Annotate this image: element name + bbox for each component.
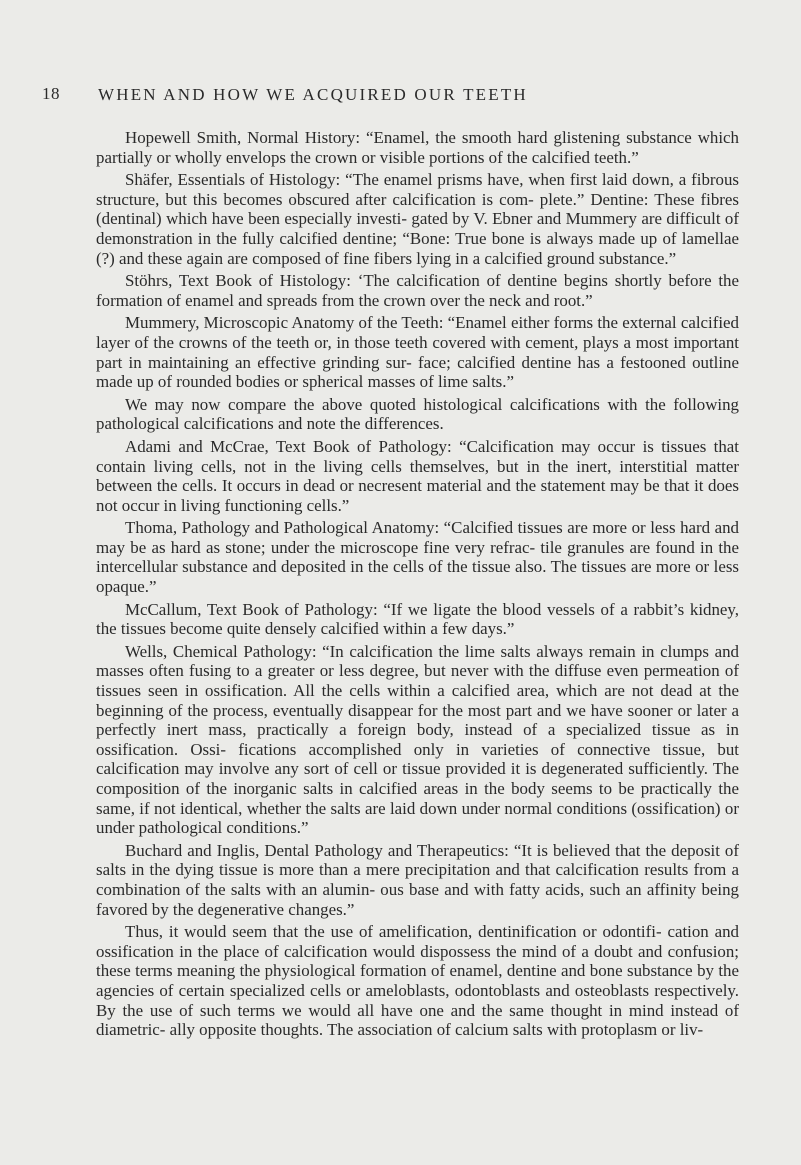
paragraph-adami-mccrae: Adami and McCrae, Text Book of Pathology: “Calcification may occur is tissues that contain living cells, not in the living cells themselves, but in the inert, interstitial matter between the cells. It occurs in dead or necresent material and the statement may be that it does not occur in living functioning cells.” <box>96 436 739 515</box>
paragraph-hopewell-smith: Hopewell Smith, Normal History: “Enamel, the smooth hard glistening substance which partially or wholly envelops the crown or visible portions of the calcified teeth.” <box>96 128 739 167</box>
body-text <box>96 128 739 1043</box>
paragraph-thoma: Thoma, Pathology and Pathological Anatomy: “Calcified tissues are more or less hard and may be as hard as stone; under the microscope fine very refrac- tile granules are found in the intercellular substance and deposited in the cells of the tissue also. The tissues are more or less opaque.” <box>96 518 739 597</box>
page-number: 18 <box>42 84 60 103</box>
paragraph-stohrs: Stöhrs, Text Book of Histology: ‘The calcification of dentine begins shortly before the formation of enamel and spreads from the crown over the neck and root.” <box>96 271 739 310</box>
paragraph-mummery: Mummery, Microscopic Anatomy of the Teeth: “Enamel either forms the external calcified layer of the crowns of the teeth or, in those teeth covered with cement, plays a most important part in maintaining an effective grinding sur- face; calcified dentine has a festooned outline made up of rounded bodies or spherical masses of lime salts.” <box>96 313 739 392</box>
paragraph-comparison: We may now compare the above quoted histological calcifications with the following pathological calcifications and note the differences. <box>96 394 739 434</box>
page-header <box>0 84 801 108</box>
paragraph-mccallum: McCallum, Text Book of Pathology: “If we ligate the blood vessels of a rabbit’s kidney, the tissues become quite densely calcified within a few days.” <box>96 599 739 639</box>
running-head: WHEN AND HOW WE ACQUIRED OUR TEETH <box>98 85 528 104</box>
paragraph-buchard-inglis: Buchard and Inglis, Dental Pathology and Therapeutics: “It is believed that the deposit of salts in the dying tissue is more than a mere precipitation and that calcification results from a combination of the salts with an alumin- ous base and with fatty acids, such an affinity being favored by the degenerative changes.” <box>96 840 739 919</box>
paragraph-shafer: Shäfer, Essentials of Histology: “The enamel prisms have, when first laid down, a fibrous structure, but this becomes obscured after calcification is com- plete.” Dentine: These fibres (dentinal) which have been especially investi- gated by V. Ebner and Mummery are difficult of demonstration in the fully calcified dentine; “Bone: True bone is always made up of lamellae (?) and these again are composed of fine fibers lying in a calcified ground substance.” <box>96 170 739 268</box>
paragraph-conclusion: Thus, it would seem that the use of amelification, dentinification or odontifi- cation and ossification in the place of calcification would dispossess the mind of a doubt and confusion; these terms meaning the physiological formation of enamel, dentine and bone substance by the agencies of certain specialized cells or ameloblasts, odontoblasts and osteoblasts respectively. By the use of such terms we would all have one and the same thought in mind instead of diametric- ally opposite thoughts. The association of calcium salts with protoplasm or liv- <box>96 922 739 1040</box>
paragraph-wells: Wells, Chemical Pathology: “In calcification the lime salts always remain in clumps and masses often fusing to a greater or less degree, but never with the diffuse even permeation of tissues seen in ossification. All the cells within a calcified area, which are not dead at the beginning of the process, eventually disappear for the most part and we have sooner or later a perfectly inert mass, practically a foreign body, instead of a specialized tissue as in ossification. Ossi- fications accomplished only in varieties of connective tissue, but calcification may involve any sort of cell or tissue provided it is degenerated sufficiently. The composition of the inorganic salts in calcified areas in the body seems to be practically the same, if not identical, whether the salts are laid down under normal conditions (ossification) or under pathological conditions.” <box>96 641 739 838</box>
